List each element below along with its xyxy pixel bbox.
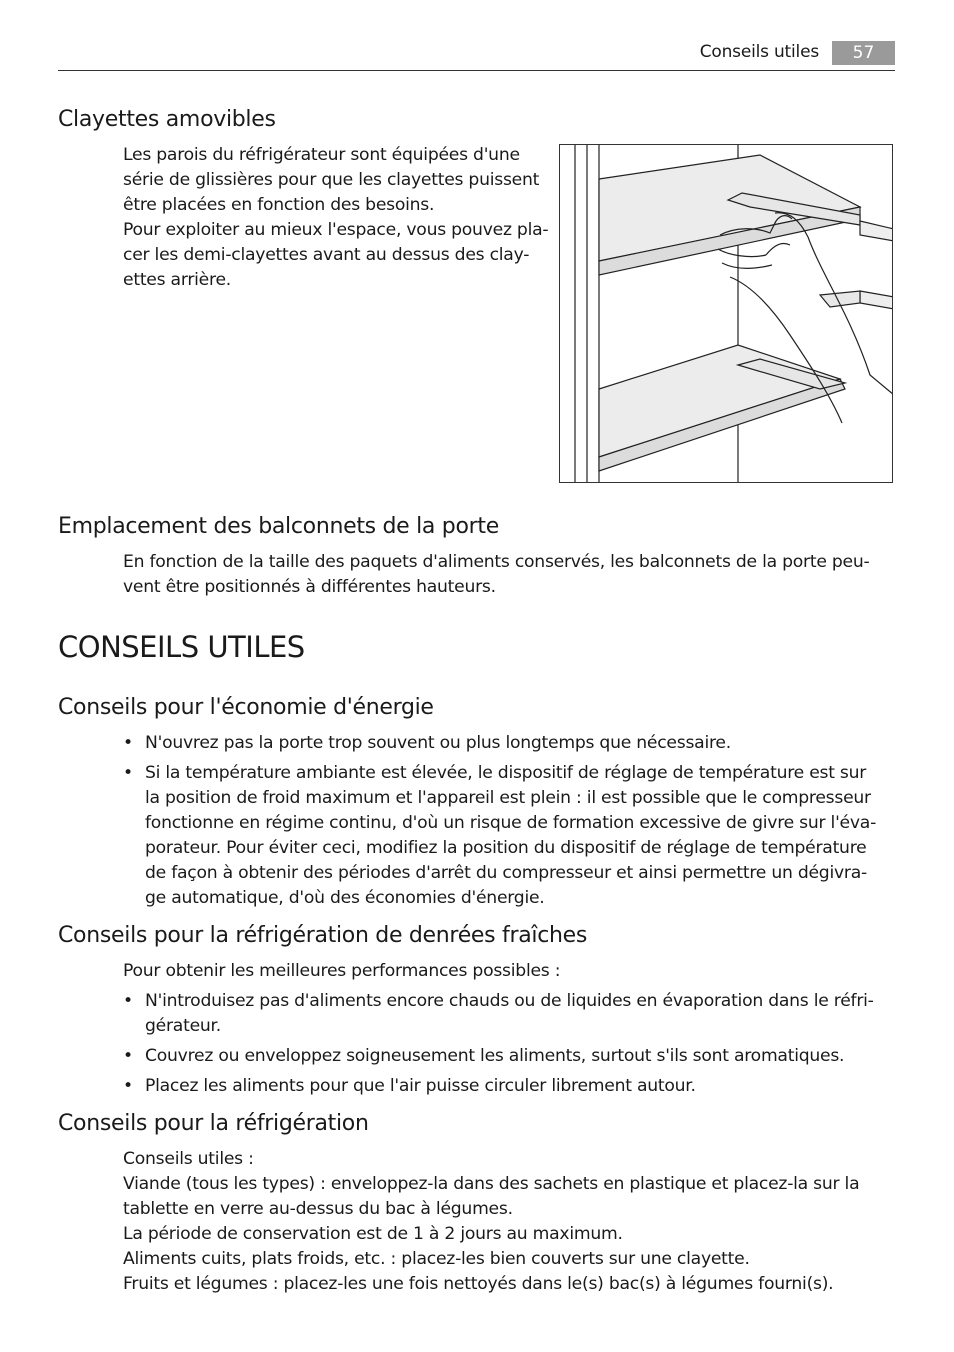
clayettes-line: être placées en fonction des besoins. bbox=[123, 195, 435, 215]
refrigeration-line: Fruits et légumes : placez-les une fois nettoyés dans le(s) bac(s) à légumes fourni(s). bbox=[123, 1274, 834, 1294]
refrigeration-line: Viande (tous les types) : enveloppez-la dans des sachets en plastique et placez-la sur la bbox=[123, 1174, 860, 1194]
heading-refrigeration: Conseils pour la réfrigération bbox=[58, 1111, 369, 1136]
energie-bullet-list bbox=[123, 731, 895, 911]
running-header bbox=[58, 40, 895, 71]
clayettes-line: ettes arrière. bbox=[123, 270, 231, 290]
bullet-symbol: • bbox=[123, 763, 133, 783]
balconnets-text bbox=[123, 550, 869, 600]
heading-energie: Conseils pour l'économie d'énergie bbox=[58, 695, 434, 720]
fraiches-bullet-list bbox=[123, 989, 895, 1099]
bullet-line: N'ouvrez pas la porte trop souvent ou plus longtemps que nécessaire. bbox=[145, 733, 731, 753]
bullet-line: Couvrez ou enveloppez soigneusement les aliments, surtout s'ils sont aromatiques. bbox=[145, 1046, 845, 1066]
fraiches-intro bbox=[123, 959, 560, 984]
list-item bbox=[123, 731, 895, 756]
clayettes-line: série de glissières pour que les clayettes puissent bbox=[123, 170, 540, 190]
clayettes-line: cer les demi-clayettes avant au dessus des clay- bbox=[123, 245, 530, 265]
fraiches-intro-line: Pour obtenir les meilleures performances possibles : bbox=[123, 961, 561, 981]
bullet-line: Si la température ambiante est élevée, le dispositif de réglage de température est sur bbox=[145, 763, 867, 783]
bullet-line: gérateur. bbox=[145, 1016, 221, 1036]
page-number: 57 bbox=[832, 41, 895, 65]
list-item bbox=[123, 1074, 895, 1099]
refrigeration-line: La période de conservation est de 1 à 2 jours au maximum. bbox=[123, 1224, 623, 1244]
shelf-illustration bbox=[559, 144, 893, 483]
heading-clayettes: Clayettes amovibles bbox=[58, 107, 276, 132]
main-title: CONSEILS UTILES bbox=[58, 630, 305, 664]
bullet-symbol: • bbox=[123, 1076, 133, 1096]
bullet-line: N'introduisez pas d'aliments encore chauds ou de liquides en évaporation dans le réfri- bbox=[145, 991, 874, 1011]
balconnets-line: vent être positionnés à différentes hauteurs. bbox=[123, 577, 496, 597]
bullet-line: Placez les aliments pour que l'air puisse circuler librement autour. bbox=[145, 1076, 696, 1096]
bullet-line: la position de froid maximum et l'appareil est plein : il est possible que le compresseur bbox=[145, 788, 871, 808]
bullet-line: de façon à obtenir des périodes d'arrêt du compresseur et ainsi permettre un dégivra- bbox=[145, 863, 867, 883]
bullet-line: fonctionne en régime continu, d'où un risque de formation excessive de givre sur l'éva- bbox=[145, 813, 877, 833]
bullet-symbol: • bbox=[123, 991, 133, 1011]
refrigeration-line: Conseils utiles : bbox=[123, 1149, 254, 1169]
list-item bbox=[123, 1044, 895, 1069]
list-item bbox=[123, 989, 895, 1039]
bullet-symbol: • bbox=[123, 733, 133, 753]
clayettes-line: Pour exploiter au mieux l'espace, vous pouvez pla- bbox=[123, 220, 549, 240]
list-item bbox=[123, 761, 895, 911]
heading-balconnets: Emplacement des balconnets de la porte bbox=[58, 514, 499, 539]
clayettes-text bbox=[123, 143, 548, 293]
refrigeration-text bbox=[123, 1147, 859, 1297]
refrigeration-line: tablette en verre au-dessus du bac à légumes. bbox=[123, 1199, 513, 1219]
heading-fraiches: Conseils pour la réfrigération de denrées fraîches bbox=[58, 923, 588, 948]
balconnets-line: En fonction de la taille des paquets d'aliments conservés, les balconnets de la porte peu- bbox=[123, 552, 870, 572]
bullet-line: ge automatique, d'où des économies d'énergie. bbox=[145, 888, 545, 908]
refrigeration-line: Aliments cuits, plats froids, etc. : placez-les bien couverts sur une clayette. bbox=[123, 1249, 750, 1269]
bullet-line: porateur. Pour éviter ceci, modifiez la position du dispositif de réglage de température bbox=[145, 838, 867, 858]
bullet-symbol: • bbox=[123, 1046, 133, 1066]
fridge-shelf-hand-drawing bbox=[560, 145, 893, 483]
running-header-title: Conseils utiles bbox=[699, 42, 819, 62]
clayettes-line: Les parois du réfrigérateur sont équipées d'une bbox=[123, 145, 520, 165]
